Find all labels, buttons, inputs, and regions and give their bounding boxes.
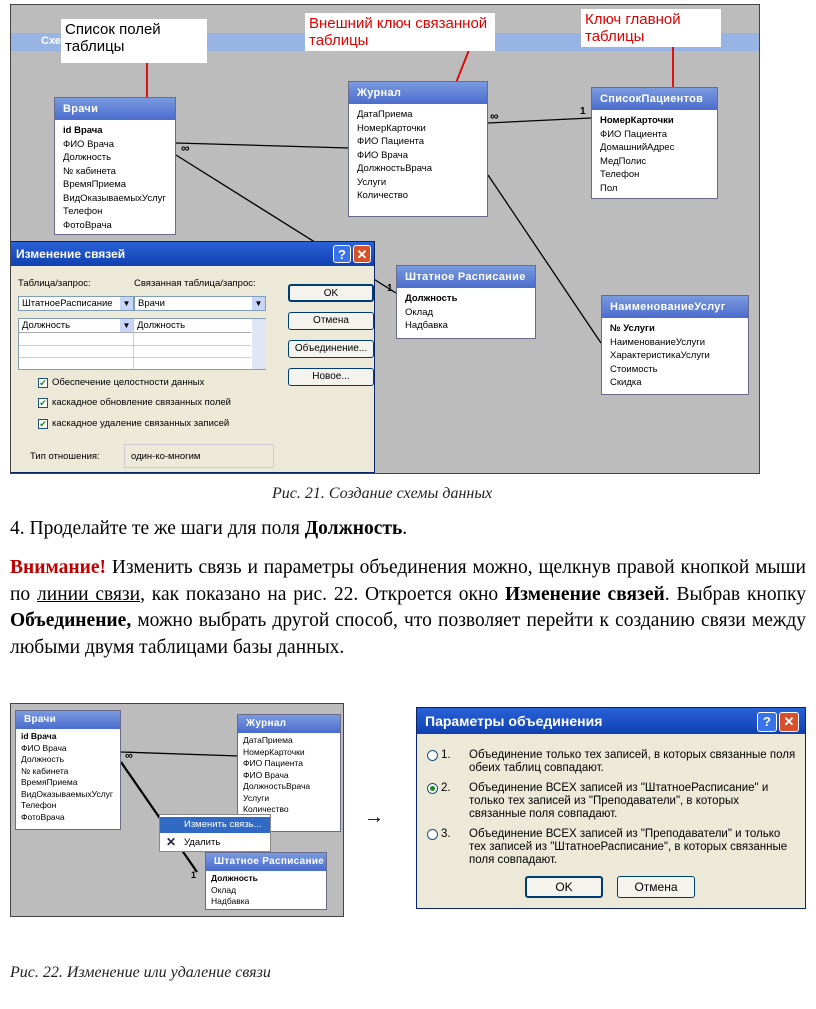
edit-relationships-dialog bbox=[10, 241, 375, 473]
join-option-3-num: 3. bbox=[441, 828, 451, 840]
table-field[interactable]: Телефон bbox=[21, 800, 57, 810]
table-field[interactable]: № Услуги bbox=[610, 323, 655, 334]
link-doctors-journal[interactable] bbox=[121, 752, 239, 756]
schema-window-title: Схе bbox=[41, 35, 61, 47]
table-field[interactable]: Количество bbox=[357, 190, 409, 201]
table-field[interactable]: Оклад bbox=[211, 884, 237, 895]
table-field[interactable]: № кабинета bbox=[21, 765, 69, 776]
cancel-button[interactable]: Отмена bbox=[288, 312, 374, 330]
grid-line bbox=[19, 345, 251, 346]
table-field[interactable]: ДолжностьВрача bbox=[357, 163, 433, 174]
table-field[interactable]: ХарактеристикаУслуги bbox=[610, 350, 710, 361]
context-menu bbox=[159, 814, 271, 852]
table-field[interactable]: НомерКарточки bbox=[357, 122, 426, 134]
table-field[interactable]: Надбавка bbox=[405, 320, 448, 331]
field-right-value: Должность bbox=[137, 320, 186, 331]
attention-text: Изменить связь и параметры объединения можно, щелкнув правой кнопкой мыши по bbox=[10, 557, 806, 605]
attention-text: можно выбрать другой способ, что позволяет перейти к созданию связи между любыми двумя таблицами базы данных. bbox=[10, 610, 806, 658]
table-field[interactable]: Должность bbox=[21, 754, 65, 764]
table-header[interactable]: Журнал bbox=[238, 715, 340, 733]
callout-primary-key: Ключ главной таблицы bbox=[581, 9, 721, 47]
help-icon[interactable]: ? bbox=[757, 712, 777, 732]
cascade-update-label: каскадное обновление связанных полей bbox=[52, 397, 231, 408]
menu-item-delete[interactable] bbox=[160, 835, 270, 851]
table-field[interactable]: ФИО Врача bbox=[243, 769, 289, 780]
attention-label: Внимание! bbox=[10, 557, 106, 578]
table-field[interactable]: ВидОказываемыхУслуг bbox=[63, 192, 166, 204]
ok-button[interactable]: OK bbox=[525, 876, 603, 898]
table-services[interactable] bbox=[601, 295, 749, 395]
table-field[interactable]: ФИО Пациента bbox=[243, 758, 303, 768]
table-field[interactable]: ДолжностьВрача bbox=[243, 781, 311, 791]
many-mark-doctors: ∞ bbox=[181, 141, 190, 155]
step-4-bold: Должность bbox=[304, 518, 403, 539]
join-option-3-radio[interactable] bbox=[427, 829, 438, 840]
integrity-checkbox[interactable]: ✔ bbox=[39, 378, 47, 388]
one-mark: 1 bbox=[191, 870, 197, 880]
join-button[interactable]: Объединение... bbox=[288, 340, 374, 358]
table-doctors[interactable] bbox=[54, 97, 176, 235]
table-field[interactable]: Скидка bbox=[610, 377, 642, 388]
grid-scrollbar[interactable] bbox=[252, 319, 266, 369]
cascade-delete-checkbox[interactable]: ✔ bbox=[39, 419, 47, 429]
field-right-select[interactable] bbox=[133, 319, 251, 333]
related-table-select-value: Врачи bbox=[138, 298, 165, 309]
chevron-down-icon[interactable]: ▼ bbox=[120, 319, 133, 332]
table-field[interactable]: Должность bbox=[63, 152, 112, 163]
join-option-2-text: Объединение ВСЕХ записей из "ШтатноеРасписание" и только тех записей из "Преподаватели", в которых связанные поля совпадают. bbox=[469, 782, 769, 820]
table-field[interactable]: ДатаПриема bbox=[243, 735, 293, 745]
join-option-1-num: 1. bbox=[441, 749, 451, 761]
link-doctors-journal[interactable] bbox=[176, 143, 349, 148]
table-field[interactable]: НомерКарточки bbox=[243, 746, 305, 757]
table-field[interactable]: ФИО Пациента bbox=[357, 136, 424, 147]
table-patients[interactable] bbox=[591, 87, 718, 199]
cancel-button[interactable]: Отмена bbox=[617, 876, 695, 898]
table-field[interactable]: id Врача bbox=[21, 731, 57, 741]
table-field[interactable]: МедПолис bbox=[600, 155, 647, 167]
table-query-label: Таблица/запрос: bbox=[18, 278, 91, 289]
join-properties-dialog bbox=[416, 707, 806, 909]
callout-fields-list: Список полей таблицы bbox=[61, 19, 207, 63]
table-select[interactable] bbox=[18, 296, 134, 311]
figure-22-caption: Рис. 22. Изменение или удаление связи bbox=[10, 964, 271, 981]
table-header[interactable]: Штатное Расписание bbox=[397, 266, 535, 288]
attention-text: , как показано на рис. 22. Откроется окно bbox=[140, 583, 506, 605]
integrity-label: Обеспечение целостности данных bbox=[52, 377, 205, 388]
table-header[interactable]: Врачи bbox=[16, 711, 120, 729]
one-mark-patients: 1 bbox=[580, 106, 586, 117]
figure-21-caption: Рис. 21. Создание схемы данных bbox=[272, 485, 493, 502]
table-field[interactable]: Телефон bbox=[600, 169, 640, 180]
attention-bold: Объединение, bbox=[10, 610, 132, 631]
table-doctors[interactable] bbox=[15, 710, 121, 830]
attention-paragraph bbox=[10, 555, 806, 661]
table-field[interactable]: ДомашнийАдрес bbox=[600, 142, 675, 153]
table-field[interactable]: ВремяПриема bbox=[21, 777, 78, 787]
table-field[interactable]: № кабинета bbox=[63, 165, 116, 177]
close-icon[interactable]: ✕ bbox=[353, 245, 371, 263]
new-button[interactable]: Новое... bbox=[288, 368, 374, 386]
close-icon[interactable]: ✕ bbox=[779, 712, 799, 732]
field-left-value: Должность bbox=[22, 320, 71, 331]
callout-foreign-key: Внешний ключ связанной таблицы bbox=[305, 13, 495, 51]
step-4-end: . bbox=[402, 518, 408, 539]
dialog-title: Параметры объединения bbox=[417, 708, 805, 734]
related-table-select[interactable] bbox=[134, 296, 266, 311]
one-mark-staff: 1 bbox=[387, 283, 393, 294]
menu-item-edit-relationship[interactable]: Изменить связь... bbox=[160, 817, 270, 833]
table-header[interactable]: Журнал bbox=[349, 82, 487, 104]
table-field[interactable]: НомерКарточки bbox=[600, 115, 674, 126]
table-field[interactable]: Услуги bbox=[243, 792, 270, 803]
many-mark-journal: ∞ bbox=[490, 109, 499, 123]
table-field[interactable]: ФИО Врача bbox=[63, 138, 115, 150]
join-option-3-text: Объединение ВСЕХ записей из "Преподаватели" и только тех записей из "ШтатноеРасписание", в которых связанные поля совпадают. bbox=[469, 828, 788, 866]
ok-button[interactable]: OK bbox=[288, 284, 374, 302]
table-field[interactable]: Количество bbox=[243, 804, 289, 814]
table-field[interactable]: Услуги bbox=[357, 176, 387, 188]
menu-item-delete-label: Удалить bbox=[184, 837, 221, 848]
step-4-text: 4. Проделайте те же шаги для поля bbox=[10, 518, 305, 539]
table-field[interactable]: ВремяПриема bbox=[63, 179, 127, 190]
delete-x-icon: ✕ bbox=[166, 835, 177, 849]
related-table-label: Связанная таблица/запрос: bbox=[134, 278, 256, 289]
arrow-icon: → bbox=[364, 806, 384, 828]
figure-21-schema-window bbox=[10, 4, 760, 474]
table-field[interactable]: Пол bbox=[600, 182, 618, 194]
table-field[interactable]: ФотоВрача bbox=[63, 219, 112, 231]
relation-type-value: один-ко-многим bbox=[124, 444, 274, 468]
many-mark: ∞ bbox=[125, 750, 133, 762]
table-field[interactable]: ФИО Врача bbox=[357, 149, 409, 161]
table-field[interactable]: НаименованиеУслуги bbox=[610, 336, 706, 348]
table-field[interactable]: ФИО Пациента bbox=[600, 128, 667, 140]
fields-grid[interactable] bbox=[18, 318, 266, 370]
table-staff[interactable] bbox=[396, 265, 536, 339]
table-field[interactable]: ДатаПриема bbox=[357, 109, 413, 120]
table-header[interactable]: СписокПациентов bbox=[592, 88, 717, 110]
grid-line bbox=[19, 357, 251, 358]
table-header[interactable]: Штатное Расписание bbox=[206, 853, 326, 871]
table-field[interactable]: Должность bbox=[211, 873, 258, 883]
table-header[interactable]: НаименованиеУслуг bbox=[602, 296, 748, 318]
help-icon[interactable]: ? bbox=[333, 245, 351, 263]
table-field[interactable]: Оклад bbox=[405, 306, 434, 318]
chevron-down-icon[interactable]: ▼ bbox=[120, 297, 133, 310]
join-option-1-radio[interactable] bbox=[427, 750, 438, 761]
table-field[interactable]: id Врача bbox=[63, 125, 103, 136]
table-field[interactable]: ФотоВрача bbox=[21, 811, 65, 822]
dialog-title: Изменение связей bbox=[10, 242, 374, 266]
chevron-down-icon[interactable]: ▼ bbox=[252, 297, 265, 310]
attention-bold: Изменение связей bbox=[505, 583, 665, 605]
join-option-2-radio[interactable] bbox=[427, 783, 438, 794]
table-field[interactable]: Должность bbox=[405, 293, 458, 304]
attention-text: . Выбрав кнопку bbox=[664, 583, 806, 605]
table-field[interactable]: Надбавка bbox=[211, 896, 250, 906]
table-field[interactable]: Телефон bbox=[63, 206, 103, 217]
table-select-value: ШтатноеРасписание bbox=[22, 298, 113, 309]
step-4-paragraph bbox=[10, 516, 806, 543]
table-field[interactable]: ВидОказываемыхУслуг bbox=[21, 788, 114, 799]
cascade-delete-label: каскадное удаление связанных записей bbox=[52, 418, 230, 429]
table-staff[interactable] bbox=[205, 852, 327, 910]
join-option-1-text: Объединение только тех записей, в которых связанные поля обеих таблиц совпадают. bbox=[469, 749, 796, 774]
cascade-update-checkbox[interactable]: ✔ bbox=[39, 398, 47, 408]
field-left-select[interactable] bbox=[19, 319, 133, 333]
table-field[interactable]: Стоимость bbox=[610, 363, 658, 375]
join-option-2-num: 2. bbox=[441, 782, 451, 794]
figure-22-schema-window bbox=[10, 703, 344, 917]
link-journal-patients[interactable] bbox=[488, 118, 591, 123]
table-field[interactable]: ФИО Врача bbox=[21, 742, 67, 753]
relation-type-label: Тип отношения: bbox=[30, 451, 100, 462]
table-journal[interactable] bbox=[348, 81, 488, 217]
grid-line bbox=[133, 319, 134, 369]
attention-underline: линии связи bbox=[37, 583, 141, 605]
table-header[interactable]: Врачи bbox=[55, 98, 175, 120]
